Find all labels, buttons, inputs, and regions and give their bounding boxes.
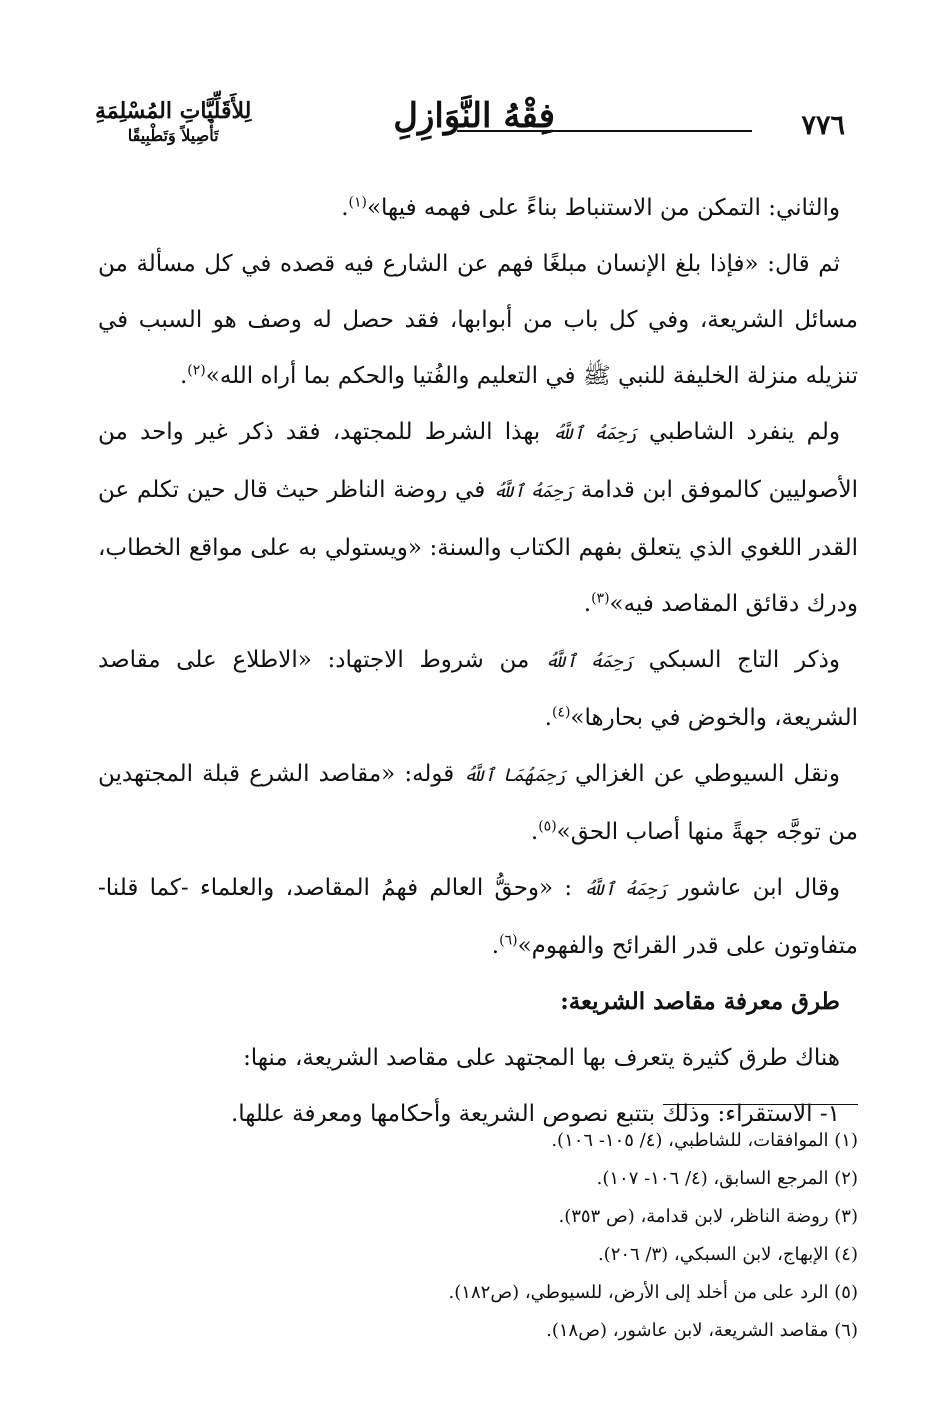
footnote-item-1: (١) الموافقات، للشاطبي، (٤/ ١٠٥- ١٠٦).	[551, 1130, 858, 1151]
paragraph-5	[98, 746, 858, 860]
paragraph-5-part2: قوله: «مقاصد الشرع قبلة المجتهدين من توجَّه جهةً منها أصاب الحق»	[98, 761, 858, 845]
paragraph-4-tail: .	[544, 705, 552, 731]
footnote-ref-2: (٢)	[187, 362, 206, 379]
book-title-main: فِقْهُ النَّوَازِلِ	[393, 96, 555, 136]
honorific-1: رَحِمَهُ ٱللَّهُ	[552, 423, 637, 444]
paragraph-4-part1: وذكر التاج السبكي	[648, 647, 840, 673]
footnote-ref-1: (١)	[348, 194, 367, 211]
honorific-5: رَحِمَهُ ٱللَّهُ	[583, 879, 668, 900]
paragraph-3-tail: .	[583, 591, 592, 617]
page-header	[95, 88, 845, 168]
paragraph-3-part1: ولم ينفرد الشاطبي	[648, 419, 840, 445]
paragraph-6-part1: وقال ابن عاشور	[678, 875, 841, 901]
paragraph-1-tail: .	[341, 195, 349, 221]
footnotes-list	[98, 1122, 858, 1350]
paragraph-2-text: ثم قال: «فإذا بلغ الإنسان مبلغًا فهم عن الشارع فيه قصده في كل مسألة من مسائل الشريعة، وفي كل باب من أبوابها، فقد حصل له وصف هو السبب في تنزيله منزلة الخليفة للنبي ﷺ في التعليم والفُتيا والحكم بما أراه الله»	[98, 251, 858, 389]
paragraph-6-part2: : «وحقُّ العالم فهمُ المقاصد، والعلماء -كما قلنا- متفاوتون على قدر القرائح والفهوم»	[98, 875, 858, 959]
book-title-subtitle-line2: تَأْصِيلاً وَتَطْبِيقًا	[127, 126, 219, 145]
footnote-ref-3: (٣)	[591, 590, 610, 607]
body-text	[98, 180, 858, 1142]
footnote-separator	[663, 1104, 858, 1105]
honorific-2: رَحِمَهُ ٱللَّهُ	[492, 481, 573, 502]
footnote-item-6: (٦) مقاصد الشريعة، لابن عاشور، (ص١٨).	[546, 1320, 858, 1341]
footnote-ref-4: (٤)	[551, 704, 571, 721]
page-number: ٧٧٦	[801, 110, 845, 141]
paragraph-3-part2: بهذا الشرط للمجتهد، فقد ذكر غير واحد من الأصوليين كالموفق ابن قدامة	[98, 419, 858, 503]
footnote-item-3: (٣) روضة الناظر، لابن قدامة، (ص ٣٥٣).	[558, 1206, 858, 1227]
footnote-item-5: (٥) الرد على من أخلد إلى الأرض، للسيوطي، (ص١٨٢).	[448, 1282, 858, 1303]
paragraph-3	[98, 404, 858, 632]
footnote-item-4: (٤) الإبهاج، لابن السبكي، (٣/ ٢٠٦).	[597, 1244, 858, 1265]
paragraph-2	[98, 236, 858, 404]
paragraph-3-part3: في روضة الناظر حيث قال حين تكلم عن القدر اللغوي الذي يتعلق بفهم الكتاب والسنة: «ويستولي به على مواقع الخطاب، ودرك دقائق المقاصد فيه»	[98, 477, 858, 617]
paragraph-1	[98, 180, 858, 236]
paragraph-8: ١- الاستقراء: وذلك بتتبع نصوص الشريعة وأحكامها ومعرفة عللها.	[230, 1101, 840, 1127]
paragraph-2-tail: .	[179, 363, 188, 389]
footnote-item-2: (٢) المرجع السابق، (٤/ ١٠٦- ١٠٧).	[596, 1168, 858, 1189]
paragraph-6	[98, 860, 858, 974]
paragraph-4-part2: من شروط الاجتهاد: «الاطلاع على مقاصد الشريعة، والخوض في بحارها»	[98, 647, 858, 731]
book-title-subtitle-line1: لِلأَقَلِّيَّاتِ المُسْلِمَةِ	[95, 98, 252, 124]
paragraph-4	[98, 632, 858, 746]
paragraph-6-tail: .	[491, 933, 500, 959]
paragraph-5-tail: .	[530, 819, 539, 845]
honorific-3: رَحِمَهُ ٱللَّهُ	[545, 651, 633, 672]
section-heading: طرق معرفة مقاصد الشريعة:	[560, 988, 840, 1015]
paragraph-1-text: والثاني: التمكن من الاستنباط بناءً على فهمه فيها»	[366, 195, 840, 221]
paragraph-7: هناك طرق كثيرة يتعرف بها المجتهد على مقاصد الشريعة، منها:	[243, 1045, 840, 1071]
paragraph-5-part1: ونقل السيوطي عن الغزالي	[574, 761, 840, 787]
book-title-subtitle	[95, 98, 251, 145]
footnote-ref-5: (٥)	[538, 818, 557, 835]
footnote-ref-6: (٦)	[499, 932, 518, 949]
honorific-4: رَحِمَهُمَا ٱللَّهُ	[463, 765, 566, 786]
